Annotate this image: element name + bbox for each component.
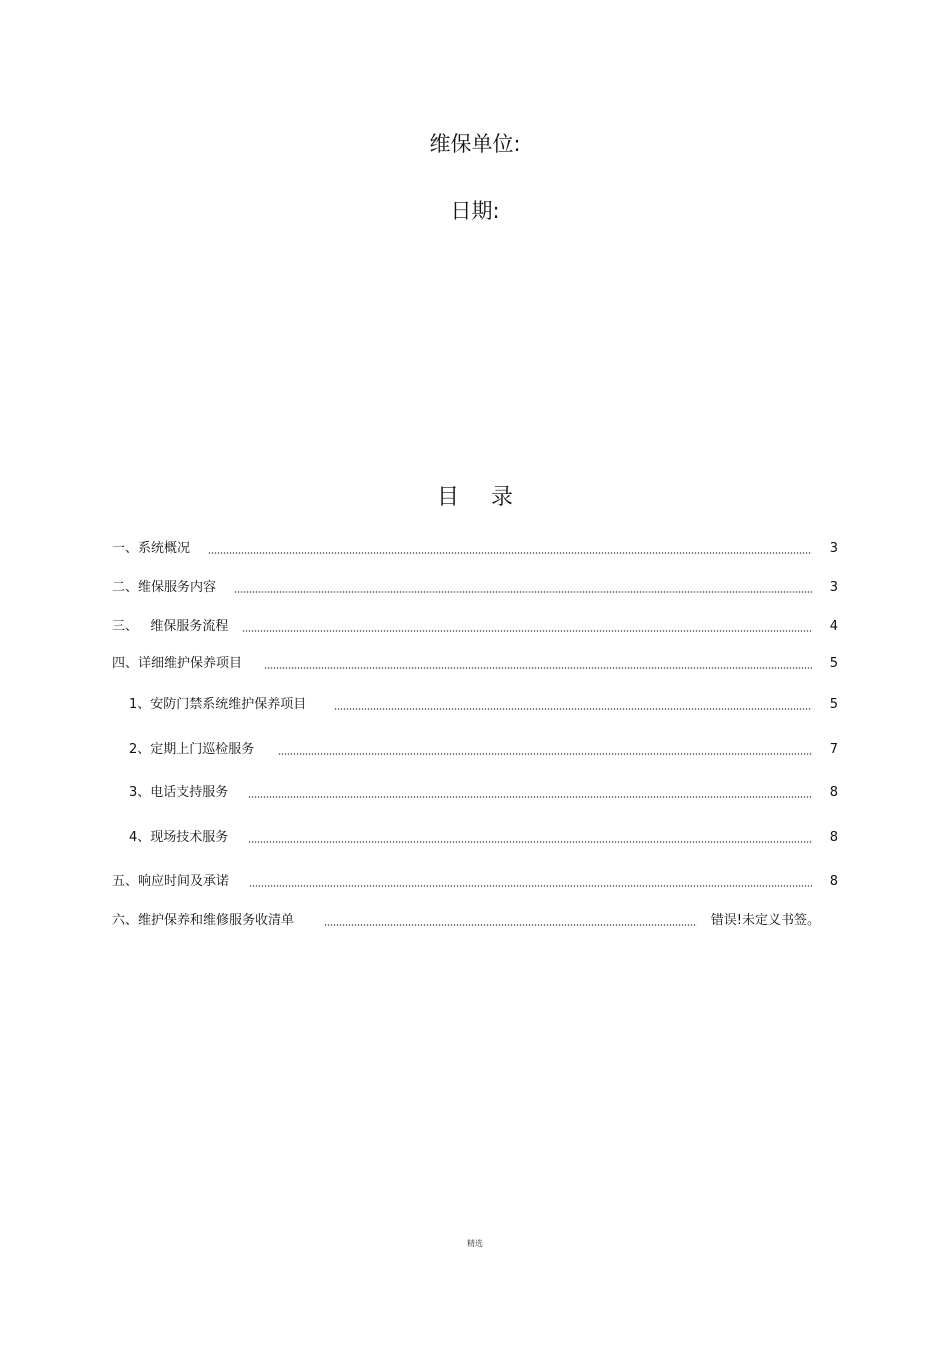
toc-entry[interactable] (129, 696, 838, 714)
toc-entry[interactable] (129, 741, 838, 759)
toc-dot-leader (208, 552, 812, 554)
toc-entry-label: 六、维护保养和维修服务收清单 (112, 913, 295, 928)
toc-dot-leader (264, 667, 812, 669)
toc-dot-leader (248, 796, 812, 798)
toc-entry-label: 五、响应时间及承诺 (112, 874, 230, 889)
toc-entry-label: 三、 维保服务流程 (112, 619, 229, 634)
toc-dot-leader (234, 591, 812, 593)
toc-entry-page: 8 (829, 785, 838, 800)
toc-dot-leader (324, 924, 697, 926)
toc-entry-page: 5 (829, 656, 838, 671)
toc-entry[interactable] (112, 873, 838, 891)
toc-entry[interactable] (129, 829, 838, 847)
toc-entry-label: 一、系统概况 (112, 541, 191, 556)
toc-entry-page: 5 (829, 697, 838, 712)
toc-entry[interactable] (112, 655, 838, 673)
toc-entry[interactable] (112, 540, 838, 558)
toc-entry-label: 四、详细维护保养项目 (112, 656, 243, 671)
toc-dot-leader (249, 885, 812, 887)
toc-entry-label: 4、现场技术服务 (129, 830, 229, 845)
toc-entry[interactable] (129, 784, 838, 802)
toc-entry-label: 3、电话支持服务 (129, 785, 229, 800)
toc-entry[interactable] (112, 912, 820, 930)
maintenance-unit-label: 维保单位: (429, 132, 521, 156)
toc-entry-page: 8 (829, 830, 838, 845)
toc-title: 目录 (436, 485, 545, 510)
toc-dot-leader (278, 753, 812, 755)
page-footer: 精选 (467, 1239, 483, 1248)
toc-entry-page: 7 (829, 742, 838, 757)
toc-dot-leader (248, 841, 812, 843)
toc-dot-leader (242, 630, 812, 632)
toc-entry-page: 3 (829, 580, 838, 595)
toc-entry-page: 8 (829, 874, 838, 889)
toc-entry-label: 2、定期上门巡检服务 (129, 742, 255, 757)
toc-entry-page: 4 (829, 619, 838, 634)
toc-entry-page: 3 (829, 541, 838, 556)
toc-entry-label: 二、维保服务内容 (112, 580, 217, 595)
toc-entry-label: 1、安防门禁系统维护保养项目 (129, 697, 307, 712)
toc-entry[interactable] (112, 579, 838, 597)
toc-entry-page-error: 错误!未定义书签。 (710, 913, 820, 928)
date-label: 日期: (450, 199, 500, 223)
toc-dot-leader (334, 708, 812, 710)
toc-entry[interactable] (112, 618, 838, 636)
